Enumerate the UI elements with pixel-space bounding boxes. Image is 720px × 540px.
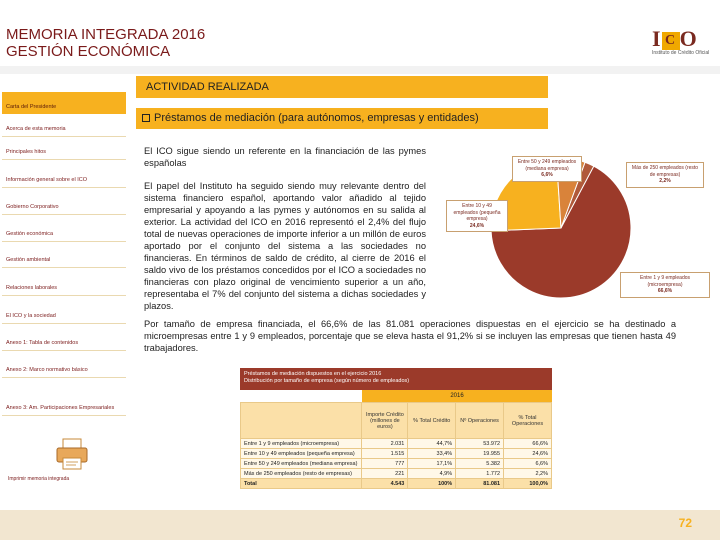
table-header-cell xyxy=(241,403,362,439)
logo-letter-c: C xyxy=(662,32,680,50)
sidebar-item-informacion[interactable]: Información general sobre el ICO xyxy=(2,166,126,188)
table-cell: 6,6% xyxy=(504,459,552,469)
paragraph-referente: El ICO sigue siendo un referente en la financiación de las pymes españolas xyxy=(144,146,426,168)
table-cell: 2.031 xyxy=(362,439,408,449)
sidebar-item-sociedad[interactable]: El ICO y la sociedad xyxy=(2,302,126,324)
logo-letter-i: I xyxy=(652,26,662,51)
sidebar-item-anexo-1[interactable]: Anexo 1: Tabla de contenidos xyxy=(2,329,126,351)
section-subheading xyxy=(136,108,548,129)
pie-label-micro: Entre 1 y 9 empleados (microempresa) 66,6% xyxy=(620,272,710,298)
table-cell: 5.382 xyxy=(456,459,504,469)
table-cell: 44,7% xyxy=(408,439,456,449)
logo-subtitle: Instituto de Crédito Oficial xyxy=(652,50,710,56)
table-cell: 53.972 xyxy=(456,439,504,449)
table-cell: 2,2% xyxy=(504,469,552,479)
title-line-2: GESTIÓN ECONÓMICA xyxy=(6,43,171,60)
table-row xyxy=(241,459,552,469)
page-title xyxy=(6,26,205,60)
table-cell: 221 xyxy=(362,469,408,479)
page-header xyxy=(0,0,720,66)
table-cell: 4.543 xyxy=(362,479,408,489)
table-row xyxy=(241,439,552,449)
page-number: 72 xyxy=(678,516,692,530)
table-cell: 100% xyxy=(408,479,456,489)
paragraph-papel-instituto: El papel del Instituto ha seguido siendo muy relevante dentro del sistema financiero español, aportando valor añadido al tejido empresarial y apoyando a las pymes y autónomos en su salida al exterior. La actividad del ICO en 2016 representó el 2,4% del flujo total de nuevas operaciones de importe inferior a un millón de euros aportado por el conjunto del sistema a las sociedades no financieras. En términos de saldo de crédito, al cierre de 2016 el saldo vivo de los préstamos concedidos por el ICO a sociedades no financieras con plazo original de vencimiento superior a un año, representaba el 7% del conjunto del sistema a dichas sociedades y plazos. xyxy=(144,181,426,311)
table-cell: Más de 250 empleados (resto de empresas) xyxy=(241,469,362,479)
checkbox-bullet-icon xyxy=(142,114,150,122)
table-cell: Total xyxy=(241,479,362,489)
pie-label-resto: Más de 250 empleados (resto de empresas) 2,2% xyxy=(626,162,704,188)
sidebar-item-anexo-2[interactable]: Anexo 2: Marco normativo básico xyxy=(2,356,126,378)
sidebar-item-relaciones[interactable]: Relaciones laborales xyxy=(2,274,126,296)
table-cell: 1.515 xyxy=(362,449,408,459)
paragraph-tamano-empresa: Por tamaño de empresa financiada, el 66,6% de las 81.081 operaciones dispuestas en el ejercicio se ha destinado a microempresas entre 1 y 9 empleados, porcentaje que se eleva hasta el 91,2% si se incluyen las empresas que tienen hasta 49 trabajadores. xyxy=(144,319,676,353)
logo-letter-o: O xyxy=(679,26,698,51)
sidebar-item-acerca[interactable]: Acerca de esta memoria xyxy=(2,115,126,137)
table-header-cell: Nº Operaciones xyxy=(456,403,504,439)
table-cell: 66,6% xyxy=(504,439,552,449)
subheading-text: Préstamos de mediación (para autónomos, empresas y entidades) xyxy=(154,112,479,124)
sidebar-item-gobierno[interactable]: Gobierno Corporativo xyxy=(2,193,126,215)
table-cell: Entre 1 y 9 empleados (microempresa) xyxy=(241,439,362,449)
table-cell: 24,6% xyxy=(504,449,552,459)
sidebar-item-anexo-3[interactable]: Anexo 3: Am. Participaciones Empresariales xyxy=(2,386,126,416)
sidebar-item-gestion-economica[interactable]: Gestión económica xyxy=(2,220,126,242)
table-cell: 1.772 xyxy=(456,469,504,479)
table-cell: 19.955 xyxy=(456,449,504,459)
table-header-cell: % Total Operaciones xyxy=(504,403,552,439)
table-cell: 777 xyxy=(362,459,408,469)
table-body xyxy=(240,402,552,489)
sidebar-item-carta[interactable]: Carta del Presidente xyxy=(2,92,126,114)
table-cell: 100,0% xyxy=(504,479,552,489)
table-row xyxy=(241,469,552,479)
table-year: 2016 xyxy=(362,390,552,402)
table-header-cell: Importe Crédito (millones de euros) xyxy=(362,403,408,439)
section-banner: ACTIVIDAD REALIZADA xyxy=(136,76,548,98)
table-total-row xyxy=(241,479,552,489)
print-memoria-link[interactable]: Imprimir memoria integrada xyxy=(8,476,70,482)
ico-logo xyxy=(652,26,710,64)
table-cell: 33,4% xyxy=(408,449,456,459)
table-cell: 4,9% xyxy=(408,469,456,479)
pie-label-pequena: Entre 10 y 49 empleados (pequeña empresa) 24,6% xyxy=(446,200,508,232)
table-header-cell: % Total Crédito xyxy=(408,403,456,439)
table-cell: Entre 50 y 249 empleados (mediana empresa) xyxy=(241,459,362,469)
distribution-table xyxy=(240,368,552,500)
title-line-1: MEMORIA INTEGRADA 2016 xyxy=(6,26,206,43)
table-title-line-2: Distribución por tamaño de empresa (según número de empleados) xyxy=(244,378,410,384)
pie-label-mediana: Entre 50 y 249 empleados (mediana empresa) 6,6% xyxy=(512,156,582,182)
table-title-line-1: Préstamos de mediación dispuestos en el ejercicio 2016 xyxy=(244,371,382,377)
table-row xyxy=(241,449,552,459)
table-cell: 17,1% xyxy=(408,459,456,469)
logo-mark xyxy=(652,26,710,52)
page-footer xyxy=(0,510,720,540)
table-cell: 81.081 xyxy=(456,479,504,489)
table-header-row xyxy=(241,403,552,439)
printer-icon[interactable] xyxy=(54,436,90,472)
header-band xyxy=(0,66,720,74)
pie-chart xyxy=(446,148,716,300)
table-cell: Entre 10 y 49 empleados (pequeña empresa) xyxy=(241,449,362,459)
table-title xyxy=(240,368,552,390)
sidebar-item-gestion-ambiental[interactable]: Gestión ambiental xyxy=(2,246,126,268)
sidebar-item-hitos[interactable]: Principales hitos xyxy=(2,138,126,160)
